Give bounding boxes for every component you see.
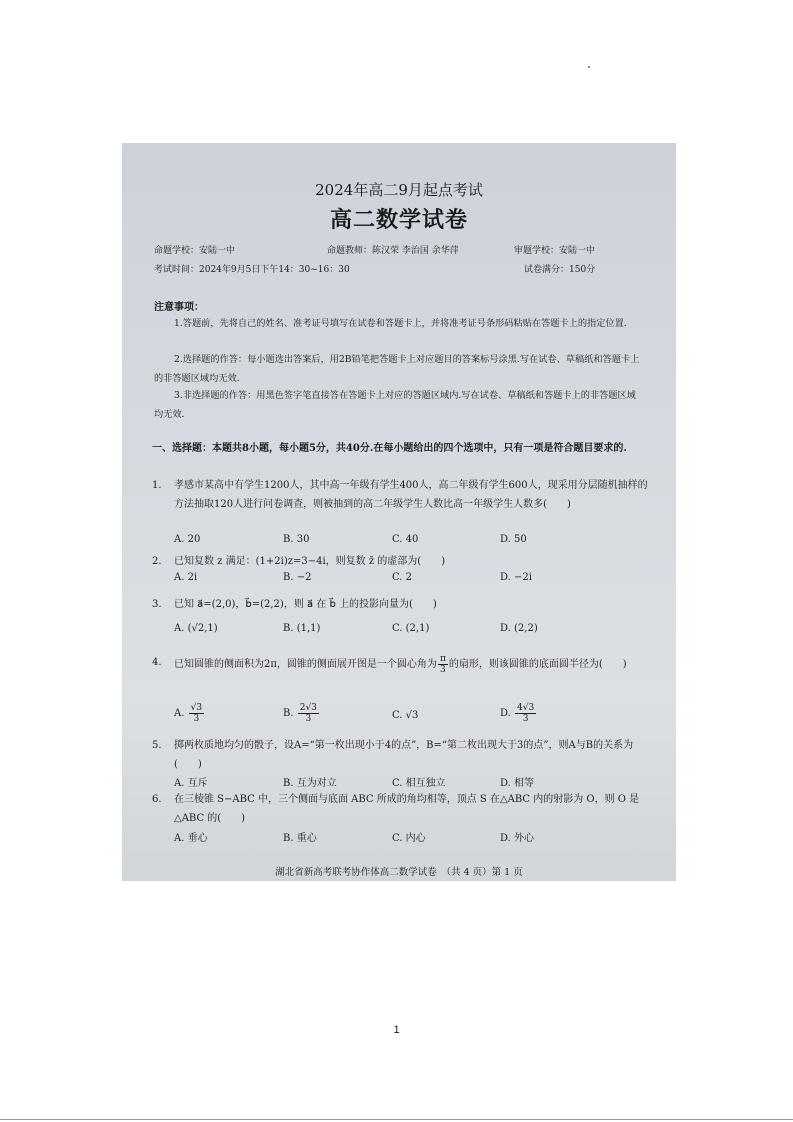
- option-a: A. 20: [174, 534, 201, 545]
- full-score: 试卷满分：150分: [524, 265, 596, 275]
- option-a: A. (√2,1): [174, 623, 218, 634]
- paper-footer: 湖北省新高考联考协作体高二数学试卷 （共 4 页）第 1 页: [275, 867, 523, 878]
- notice-title: 注意事项：: [154, 302, 204, 313]
- reviewing-school: 审题学校：安陆一中: [514, 246, 596, 256]
- stem-part-a: 已知圆锥的侧面积为2π，圆锥的侧面展开图是一个圆心角为: [174, 659, 437, 670]
- question-number: 1.: [152, 480, 162, 491]
- option-b: B. 互为对立: [283, 778, 337, 789]
- question-3: [152, 595, 652, 614]
- question-number: 4.: [152, 657, 162, 668]
- option-c: C. 内心: [392, 833, 426, 844]
- subject-title: 高二数学试卷: [329, 207, 468, 233]
- question-number: 3.: [152, 599, 162, 610]
- option-fraction: [515, 703, 536, 724]
- fraction-numerator: √3: [190, 703, 203, 713]
- question-5: [152, 736, 652, 774]
- question-4: [152, 653, 652, 677]
- question-2: [152, 552, 652, 571]
- question-stem: [174, 653, 652, 677]
- fraction-denominator: 3: [193, 714, 200, 724]
- fraction-denominator: 3: [440, 665, 446, 675]
- question-stem: 在三棱锥 S−ABC 中，三个侧面与底面 ABC 所成的角均相等，顶点 S 在△ABC 内的射影为 O，则 O 是△ABC 的( ): [174, 794, 640, 824]
- proposing-teachers: 命题教师：陈汉荣 李治国 余华萍: [327, 246, 459, 256]
- option-text: √3: [405, 710, 419, 721]
- option-c: C. (2,1): [392, 623, 430, 634]
- exam-photo: [122, 143, 676, 881]
- fraction-numerator: 2√3: [299, 703, 317, 713]
- fraction-numerator: π: [439, 654, 446, 664]
- option-fraction: [298, 703, 319, 724]
- option-c: C. 相互独立: [392, 778, 446, 789]
- bottom-divider: [0, 1119, 793, 1120]
- option-d: D. 相等: [500, 778, 535, 789]
- option-b: B. (1,1): [283, 623, 321, 634]
- exam-time: 考试时间：2024年9月5日下午14：30~16：30: [154, 265, 350, 275]
- option-label: C.: [392, 710, 403, 721]
- question-number: 6.: [152, 794, 162, 805]
- fraction-denominator: 3: [305, 714, 312, 724]
- option-d: [500, 703, 537, 724]
- option-c: C. 2: [392, 572, 413, 583]
- stem-fraction: [438, 654, 448, 675]
- question-stem: 孝感市某高中有学生1200人，其中高一年级有学生400人，高二年级有学生600人，现采用分层随机抽样的方法抽取120人进行问卷调查，则被抽到的高二年级学生人数比高一年级学生人数多( ): [174, 480, 648, 510]
- question-stem: 掷两枚质地均匀的骰子，设A=“第一枚出现小于4的点”，B=“第二枚出现大于3的点”，则A与B的关系为( ): [174, 740, 634, 770]
- option-a: [174, 703, 205, 724]
- option-a: A. 互斥: [174, 778, 208, 789]
- option-d: D. (2,2): [500, 623, 538, 634]
- option-b: B. −2: [283, 572, 312, 583]
- question-number: 2.: [152, 556, 162, 567]
- notice-item-1: 1.答题前，先将自己的姓名、准考证号填写在试卷和答题卡上，并将准考证号条形码粘贴在答题卡上的指定位置.: [174, 318, 627, 329]
- question-stem: 已知复数 z 满足：(1+2i)z=3−4i，则复数 z̄ 的虚部为( ): [174, 556, 446, 567]
- notice-item-2: 2.选择题的作答：每小题选出答案后，用2B铅笔把答题卡上对应题目的答案标号涂黑.写在试卷、草稿纸和答题卡上的非答题区域均无效.: [154, 354, 640, 384]
- page-number: 1: [393, 1024, 400, 1036]
- proposing-school: 命题学校：安陆一中: [154, 246, 236, 256]
- option-a: A. 垂心: [174, 833, 208, 844]
- option-label: B.: [283, 708, 294, 719]
- option-d: D. 外心: [500, 833, 535, 844]
- exam-title: 2024年高二9月起点考试: [315, 181, 483, 199]
- question-number: 5.: [152, 740, 162, 751]
- option-a: A. 2i: [174, 572, 198, 583]
- fraction-denominator: 3: [522, 714, 529, 724]
- question-stem: 已知 a⃗=(2,0)，b⃗=(2,2)，则 a⃗ 在 b⃗ 上的投影向量为( ): [174, 599, 437, 610]
- fraction-numerator: 4√3: [517, 703, 535, 713]
- option-c: C. 40: [392, 534, 419, 545]
- option-b: B. 重心: [283, 833, 317, 844]
- question-1: [152, 476, 652, 514]
- stem-part-b: 的扇形，则该圆锥的底面圆半径为( ): [448, 659, 627, 670]
- section-heading: 一、选择题：本题共8小题，每小题5分，共40分.在每小题给出的四个选项中，只有一项是符合题目要求的.: [152, 443, 627, 454]
- option-d: D. 50: [500, 534, 527, 545]
- option-label: A.: [174, 708, 185, 719]
- notice-item-3: 3.非选择题的作答：用黑色签字笔直接答在答题卡上对应的答题区域内.写在试卷、草稿纸和答题卡上的非答题区域均无效.: [154, 390, 636, 420]
- option-c: [392, 710, 418, 721]
- option-b: B. 30: [283, 534, 310, 545]
- option-fraction: [189, 703, 204, 724]
- option-b: [283, 703, 320, 724]
- option-label: D.: [500, 708, 511, 719]
- option-d: D. −2i: [500, 572, 532, 583]
- question-6: [152, 790, 652, 828]
- stray-dot: [588, 66, 590, 68]
